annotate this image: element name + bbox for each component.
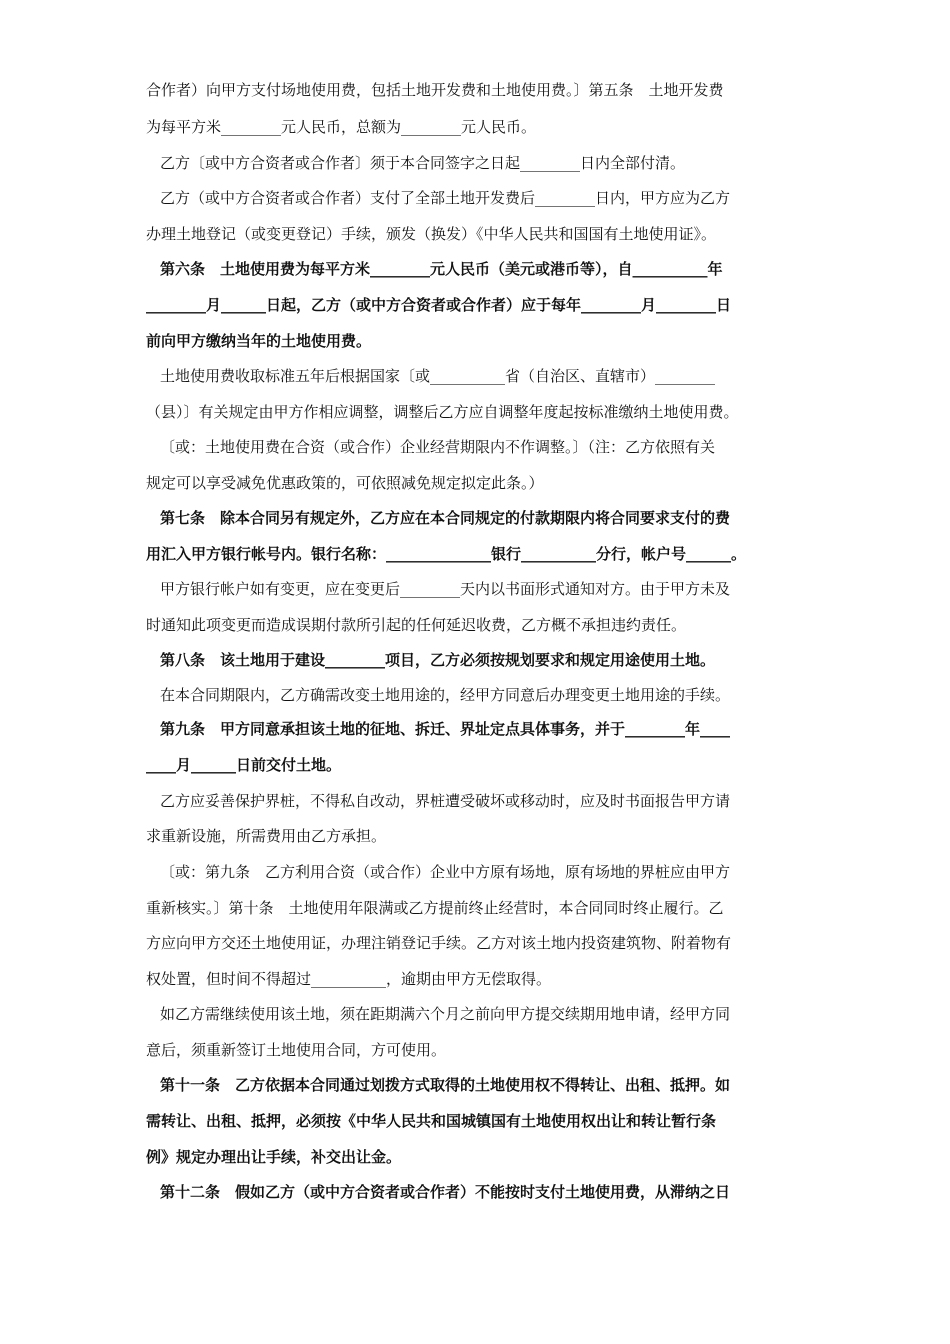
text-line: 乙方〔或中方合资者或合作者〕须于本合同签字之日起________日内全部付清。 [160, 154, 686, 172]
text-line: 求重新设施，所需费用由乙方承担。 [146, 827, 387, 845]
article-9-heading: 第九条 甲方同意承担该土地的征地、拆迁、界址定点具体事务，并于________年____ [160, 720, 731, 738]
text-line: 合作者）向甲方支付场地使用费，包括土地开发费和土地使用费。〕第五条 土地开发费 [146, 81, 724, 99]
text-line: 需转让、出租、抵押，必须按《中华人民共和国城镇国有土地使用权出让和转让暂行条 [146, 1112, 717, 1130]
article-12-heading: 第十二条 假如乙方（或中方合资者或合作者）不能按时支付土地使用费，从滞纳之日 [160, 1183, 731, 1201]
text-line: ____月______日前交付土地。 [146, 756, 342, 774]
article-7-heading: 第七条 除本合同另有规定外，乙方应在本合同规定的付款期限内将合同要求支付的费 [160, 509, 731, 527]
text-line: 意后，须重新签订土地使用合同，方可使用。 [146, 1041, 447, 1059]
text-line: 例》规定办理出让手续，补交出让金。 [146, 1148, 402, 1166]
text-line: 甲方银行帐户如有变更，应在变更后________天内以书面形式通知对方。由于甲方未及 [160, 580, 731, 598]
text-line: 如乙方需继续使用该土地，须在距期满六个月之前向甲方提交续期用地申请，经甲方同 [160, 1005, 731, 1023]
text-line: 为每平方米________元人民币，总额为________元人民币。 [146, 118, 537, 136]
text-line: 前向甲方缴纳当年的土地使用费。 [146, 332, 372, 350]
text-line: 土地使用费收取标准五年后根据国家〔或__________省（自治区、直辖市）________ [160, 367, 716, 385]
article-11-heading: 第十一条 乙方依据本合同通过划拨方式取得的土地使用权不得转让、出租、抵押。如 [160, 1076, 731, 1094]
text-line: 在本合同期限内，乙方确需改变土地用途的，经甲方同意后办理变更土地用途的手续。 [160, 686, 731, 704]
text-line: 重新核实。〕第十条 土地使用年限满或乙方提前终止经营时，本合同同时终止履行。乙 [146, 899, 724, 917]
text-line: 〔或：土地使用费在合资（或合作）企业经营期限内不作调整。〕（注：乙方依照有关 [160, 438, 716, 456]
text-line: （县）〕有关规定由甲方作相应调整，调整后乙方应自调整年度起按标准缴纳土地使用费。 [146, 403, 739, 421]
text-line: 权处置，但时间不得超过__________，逾期由甲方无偿取得。 [146, 970, 552, 988]
text-line: 规定可以享受减免优惠政策的，可依照减免规定拟定此条。） [146, 474, 544, 492]
text-line: 乙方（或中方合资者或合作者）支付了全部土地开发费后________日内，甲方应为乙方 [160, 189, 731, 207]
text-line: 时通知此项变更而造成误期付款所引起的任何延迟收费，乙方概不承担违约责任。 [146, 616, 687, 634]
text-line: 办理土地登记（或变更登记）手续，颁发（换发）《中华人民共和国国有土地使用证》。 [146, 225, 717, 243]
text-line: 用汇入甲方银行帐号内。银行名称：______________银行__________分行，帐户号______。 [146, 545, 747, 563]
text-line: ________月______日起，乙方（或中方合资者或合作者）应于每年________月________日 [146, 296, 732, 314]
text-line: 乙方应妥善保护界桩，不得私自改动，界桩遭受破坏或移动时，应及时书面报告甲方请 [160, 792, 731, 810]
article-6-heading: 第六条 土地使用费为每平方米________元人民币（美元或港币等），自__________年 [160, 260, 723, 278]
article-8-heading: 第八条 该土地用于建设________项目，乙方必须按规划要求和规定用途使用土地。 [160, 651, 716, 669]
text-line: 方应向甲方交还土地使用证，办理注销登记手续。乙方对该土地内投资建筑物、附着物有 [146, 934, 732, 952]
text-line: 〔或：第九条 乙方利用合资（或合作）企业中方原有场地，原有场地的界桩应由甲方 [160, 863, 731, 881]
